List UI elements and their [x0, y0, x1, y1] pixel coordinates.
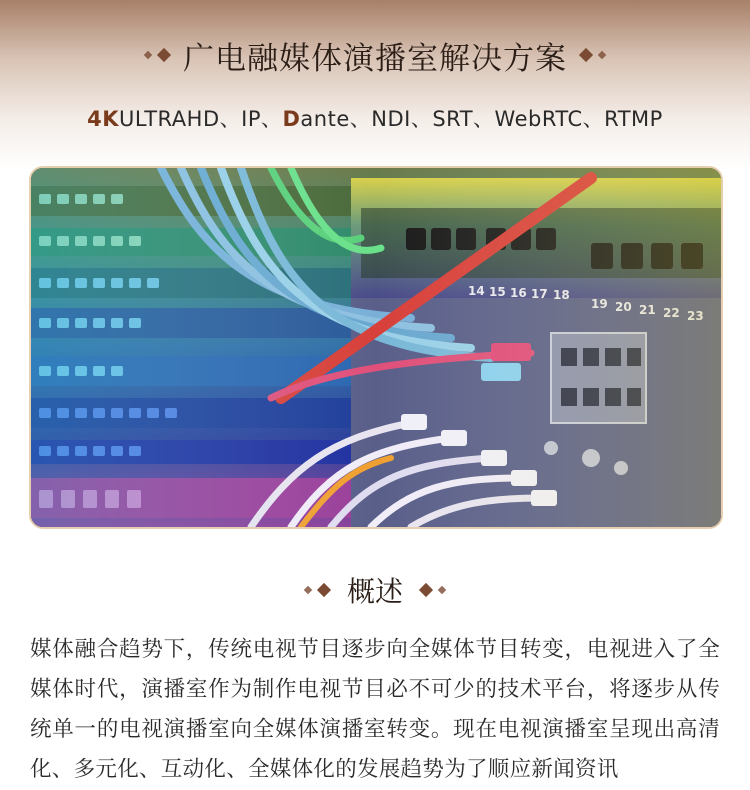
- diamond-icon: [419, 583, 433, 597]
- diamond-icon: [304, 586, 312, 594]
- section-ornament-left: [305, 585, 329, 595]
- diamond-icon: [144, 51, 152, 59]
- section-ornament-right: [421, 585, 445, 595]
- overview-paragraph: 媒体融合趋势下，传统电视节目逐步向全媒体节目转变，电视进入了全媒体时代，演播室作为制作电视节目必不可少的技术平台，将逐步从传统单一的电视演播室向全媒体演播室转变。现在电视演播室呈现出高清化、多元化、互动化、全媒体化的发展趋势为了顺应新闻资讯: [30, 637, 720, 782]
- protocol-subtitle: [0, 103, 750, 133]
- title-ornament-right: [581, 50, 605, 60]
- overview-title: 概述: [346, 575, 403, 608]
- network-switch-illustration: [31, 168, 721, 527]
- diamond-icon: [579, 48, 593, 62]
- diamond-icon: [438, 586, 446, 594]
- section-heading-row: [0, 565, 750, 615]
- diamond-icon: [598, 51, 606, 59]
- diamond-icon: [157, 48, 171, 62]
- title-ornament-left: [145, 50, 169, 60]
- page-title: 广电融媒体演播室解决方案: [183, 40, 567, 77]
- subtitle-text: ULTRAHD、IP、: [119, 107, 283, 131]
- subtitle-accent: D: [282, 107, 301, 131]
- subtitle-accent: 4K: [87, 107, 120, 131]
- title-row: [0, 30, 750, 80]
- header-background: [0, 0, 750, 170]
- network-switch-photo: [29, 166, 723, 529]
- diamond-icon: [317, 583, 331, 597]
- subtitle-text: ante、NDI、SRT、WebRTC、RTMP: [300, 107, 663, 131]
